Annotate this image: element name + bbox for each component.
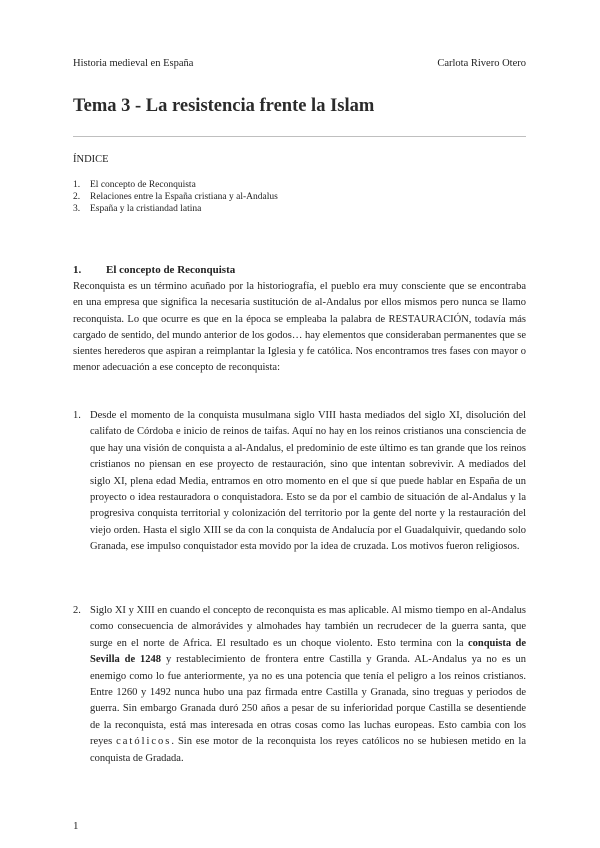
- index-item: 3. España y la cristiandad latina: [73, 204, 202, 214]
- index-item: 2. Relaciones entre la España cristiana y al-Andalus: [73, 192, 278, 202]
- list-item: 1. Desde el momento de la conquista musulmana siglo VIII hasta mediados del siglo XI, disolución del califato de Córdoba e inicio de reinos de taifas. Aquí no hay en los reinos cristianos una consciencia de que hay una visión de conquista a al-Andalus, el predominio de este último es tan grande que los reinos cristianos no piensan en ese proyecto de restauración, sino que intentan sobrevivir. A mediados del siglo XI, plena edad Media, entramos en otro momento en el que sí que puede hablar en España de un proyecto o idea restauradora o conquistadora. Esto se da por el cambio de situación de al-Andalus y la progresiva conquista territorial y colonización del territorio por la gente del norte y la restauración del viejo orden. Hasta el siglo XIII se da con la conquista de Andalucía por el Guadalquivir, quedando solo Granada, ese impulso conquistador esta movido por la idea de cruzada. Los motivos fueron religiosos.: [73, 410, 526, 553]
- header-course: Historia medieval en España: [73, 58, 194, 69]
- title-divider: [73, 136, 526, 137]
- index-list: [73, 179, 278, 215]
- page-title: Tema 3 - La resistencia frente la Islam: [73, 96, 375, 116]
- header-author: Carlota Rivero Otero: [437, 58, 526, 69]
- spaced-text: católicos: [116, 736, 172, 748]
- page-number: 1: [73, 820, 79, 832]
- index-heading: ÍNDICE: [73, 154, 109, 165]
- list-item: 2. Siglo XI y XIII en cuando el concepto de reconquista es mas aplicable. Al mismo tiempo en al-Andalus como consecuencia de almorávides y almohades hay también un recrudecer de la guerra santa, que surge en el norte de Africa. El resultado es un choque violento. Esto termina con la conquista de Sevilla de 1248 y restablecimiento de frontera entre Castilla y Granda. AL-Andalus ya no es un enemigo como lo fue anteriormente, ya no es una potencia que tenía el peligro a los reinos cristianos. Entre 1260 y 1492 nunca hubo una paz firmada entre Castilla y Granada, sino treguas y periodos de guerra. Sin embargo Granada duró 250 años a pesar de su inferioridad porque Castilla se desentiende de la reconquista, está mas interesada en otras cosas como las luchas europeas. Esto cambia con los reyes católicos. Sin ese motor de la reconquista los reyes católicos no se hubiesen metido en la conquista de Gradada.: [73, 605, 526, 764]
- index-item: 1. El concepto de Reconquista: [73, 180, 196, 190]
- section-heading: 1. El concepto de Reconquista: [73, 264, 236, 276]
- emphasis-text: conquista de Sevilla de 1248: [90, 637, 526, 666]
- intro-paragraph: Reconquista es un término acuñado por la historiografía, el pueblo era muy consciente que se encontraba en una empresa que significa la necesaria sustitución de al-Andalus por ellos mismos pero nunca se llamo reconquista. Lo que ocurre es que en la época se empleaba la palabra de RESTAURACIÓN, todavía más cargado de sentido, del mundo anterior de los godos… hay elementos que consideraban permanentes que se sientes herederos que aspiran a reimplantar la Iglesia y fe católica. Nos encontramos tres fases con mayor o menor adecuación a ese concepto de reconquista:: [73, 281, 526, 374]
